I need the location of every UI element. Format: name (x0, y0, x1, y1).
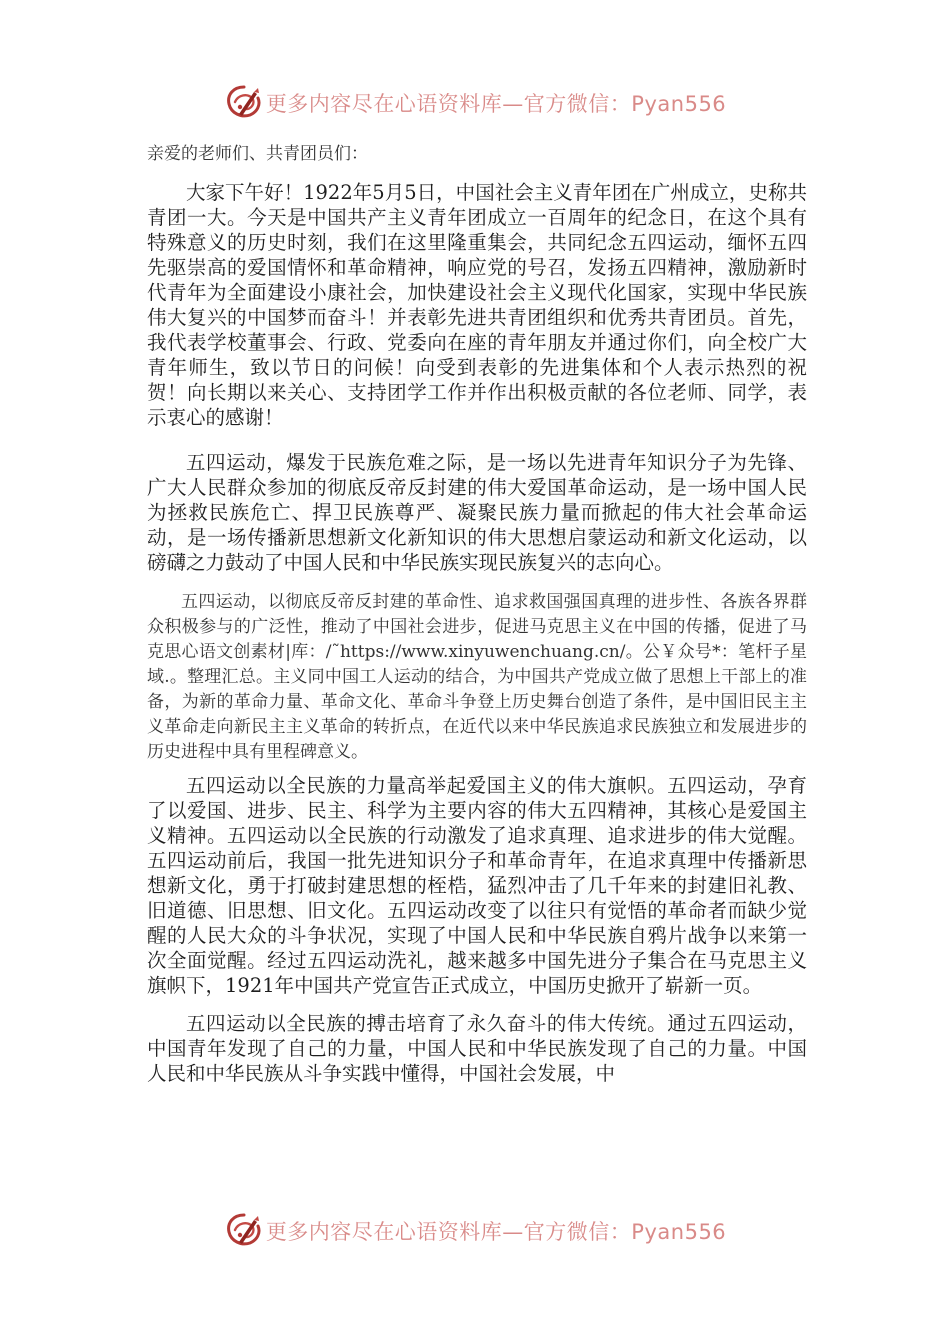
banner-text: 更多内容尽在心语资料库—官方微信：Pyan556 (265, 92, 727, 116)
salutation: 亲爱的老师们、共青团员们： (147, 144, 368, 164)
paragraph: 大家下午好！1922年5月5日，中国社会主义青年团在广州成立，史称共青团一大。今天是中国共产主义青年团成立一百周年的纪念日，在这个具有特殊意义的历史时刻，我们在这里隆重集会，共同纪念五四运动，缅怀五四先驱崇高的爱国情怀和革命精神，响应党的号召，发扬五四精神，激励新时代青年为全面建设小康社会，加快建设社会主义现代化国家，实现中华民族伟大复兴的中国梦而奋斗！并表彰先进共青团组织和优秀共青团员。首先，我代表学校董事会、行政、党委向在座的青年朋友并通过你们，向全校广大青年师生，致以节日的问候！向受到表彰的先进集体和个人表示热烈的祝贺！向长期以来关心、支持团学工作并作出积极贡献的各位老师、同学，表示衷心的感谢！ (147, 181, 807, 429)
footer-banner (0, 1206, 950, 1256)
paragraph: 五四运动以全民族的力量高举起爱国主义的伟大旗帜。五四运动，孕育了以爱国、进步、民主、科学为主要内容的伟大五四精神，其核心是爱国主义精神。五四运动以全民族的行动激发了追求真理、追求进步的伟大觉醒。五四运动前后，我国一批先进知识分子和革命青年，在追求真理中传播新思想新文化，勇于打破封建思想的桎梏，猛烈冲击了几千年来的封建旧礼教、旧道德、旧思想、旧文化。五四运动改变了以往只有觉悟的革命者而缺少觉醒的人民大众的斗争状况，实现了中国人民和中华民族自鸦片战争以来第一次全面觉醒。经过五四运动洗礼，越来越多中国先进分子集合在马克思主义旗帜下，1921年中国共产党宣告正式成立，中国历史掀开了崭新一页。 (147, 774, 807, 997)
banner-text: 更多内容尽在心语资料库—官方微信：Pyan556 (265, 1220, 727, 1244)
header-banner (0, 78, 950, 128)
paragraph: 五四运动，爆发于民族危难之际，是一场以先进青年知识分子为先锋、广大人民群众参加的彻底反帝反封建的伟大爱国革命运动，是一场中国人民为拯救民族危亡、捍卫民族尊严、凝聚民族力量而掀起的伟大社会革命运动，是一场传播新思想新文化新知识的伟大思想启蒙运动和新文化运动，以磅礴之力鼓动了中国人民和中华民族实现民族复兴的志向心。 (147, 451, 807, 574)
paragraph: 五四运动，以彻底反帝反封建的革命性、追求救国强国真理的进步性、各族各界群众积极参与的广泛性，推动了中国社会进步，促进马克思主义在中国的传播，促进了马克思心语文创素材|库：/˜https://www.xinyuwenchuang.cn/。公￥众号*：笔杆子星域.。整理汇总。主义同中国工人运动的结合，为中国共产党成立做了思想上干部上的准备，为新的革命力量、革命文化、革命斗争登上历史舞台创造了条件，是中国旧民主主义革命走向新民主主义革命的转折点，在近代以来中华民族追求民族独立和发展进步的历史进程中具有里程碑意义。 (147, 592, 807, 762)
pen-swirl-logo-icon (224, 1211, 264, 1251)
pen-swirl-logo-icon (224, 83, 264, 123)
document-body (147, 140, 807, 1086)
paragraph: 五四运动以全民族的搏击培育了永久奋斗的伟大传统。通过五四运动，中国青年发现了自己的力量，中国人民和中华民族发现了自己的力量。中国人民和中华民族从斗争实践中懂得，中国社会发展，中 (147, 1012, 807, 1085)
